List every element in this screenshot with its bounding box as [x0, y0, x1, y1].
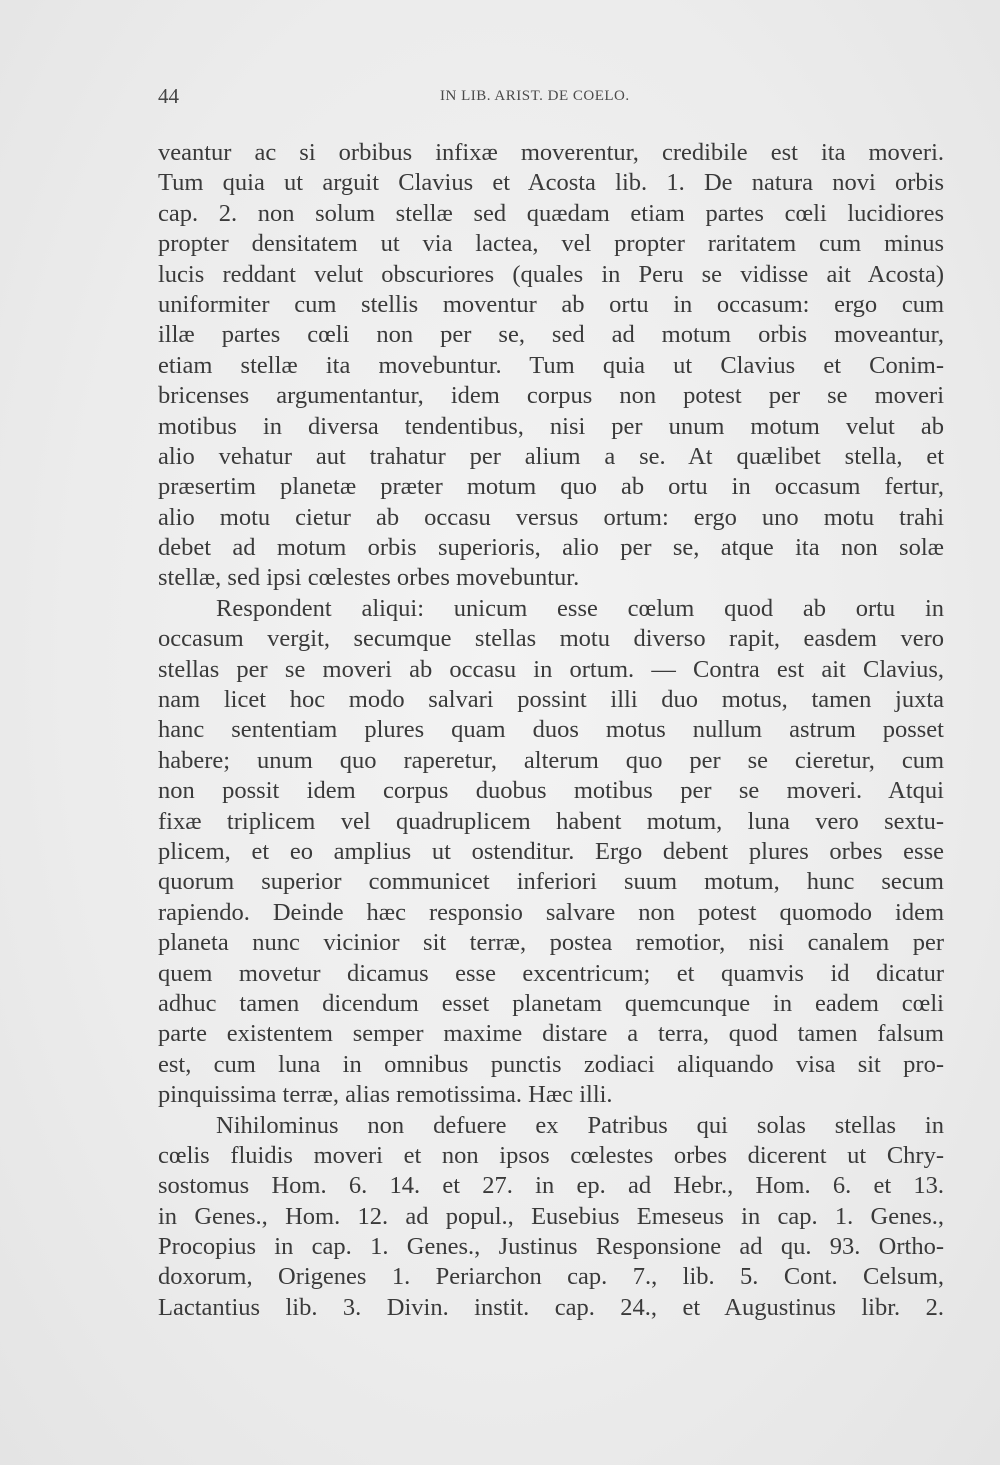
text-line: cap. 2. non solum stellæ sed quædam etiam partes cœli lucidiores [158, 199, 944, 227]
text-line: quem movetur dicamus esse excentricum; et quamvis id dicatur [158, 959, 944, 987]
text-line: præsertim planetæ præter motum quo ab ortu in occasum fertur, [158, 473, 944, 501]
paragraph-start-line: Nihilominus non defuere ex Patribus qui solas stellas in [216, 1111, 944, 1139]
text-line: illæ partes cœli non per se, sed ad motum orbis moveantur, [158, 321, 944, 349]
text-line: hanc sententiam plures quam duos motus nullum astrum posset [158, 716, 944, 744]
text-line: non possit idem corpus duobus motibus per se moveri. Atqui [158, 777, 944, 805]
text-line: propter densitatem ut via lactea, vel propter raritatem cum minus [158, 230, 944, 258]
page-number: 44 [158, 84, 179, 108]
running-title: IN LIB. ARIST. DE COELO. [440, 88, 630, 104]
text-line: uniformiter cum stellis moventur ab ortu in occasum: ergo cum [158, 290, 944, 318]
text-line: planeta nunc vicinior sit terræ, postea remotior, nisi canalem per [158, 929, 944, 957]
text-line: plicem, et eo amplius ut ostenditur. Ergo debent plures orbes esse [158, 837, 944, 865]
paragraph-start-line: Respondent aliqui: unicum esse cœlum quod ab ortu in [216, 594, 944, 622]
paragraph-end-line: pinquissima terræ, alias remotissima. Hæc illi. [158, 1081, 613, 1109]
text-line: veantur ac si orbibus infixæ moverentur, credibile est ita moveri. [158, 139, 944, 166]
text-line: occasum vergit, secumque stellas motu diverso rapit, easdem vero [158, 625, 944, 653]
text-line: habere; unum quo raperetur, alterum quo per se cieretur, cum [158, 746, 944, 774]
text-line: alio vehatur aut trahatur per alium a se. At quælibet stella, et [158, 442, 944, 470]
text-line: in Genes., Hom. 12. ad popul., Eusebius Emeseus in cap. 1. Genes., [158, 1202, 944, 1230]
text-line: adhuc tamen dicendum esset planetam quemcunque in eadem cœli [158, 989, 944, 1017]
text-line: nam licet hoc modo salvari possint illi duo motus, tamen juxta [158, 686, 944, 714]
paragraph-end-line: stellæ, sed ipsi cœlestes orbes movebuntur. [158, 564, 580, 592]
text-line: alio motu cietur ab occasu versus ortum: ergo uno motu trahi [158, 503, 944, 531]
text-line: bricenses argumentantur, idem corpus non potest per se moveri [158, 382, 944, 410]
text-line: motibus in diversa tendentibus, nisi per unum motum velut ab [158, 412, 944, 440]
text-line: sostomus Hom. 6. 14. et 27. in ep. ad Hebr., Hom. 6. et 13. [158, 1172, 944, 1200]
text-line: fixæ triplicem vel quadruplicem habent motum, luna vero sextu- [158, 807, 944, 835]
text-line: cœlis fluidis moveri et non ipsos cœlestes orbes dicerent ut Chry- [158, 1141, 944, 1169]
text-line: quorum superior communicet inferiori suum motum, hunc secum [158, 868, 944, 896]
text-line: etiam stellæ ita movebuntur. Tum quia ut Clavius et Conim- [158, 351, 944, 379]
page-header [158, 84, 944, 114]
text-line: stellas per se moveri ab occasu in ortum. — Contra est ait Clavius, [158, 655, 944, 683]
text-line: debet ad motum orbis superioris, alio per se, atque ita non solæ [158, 534, 944, 562]
text-line: Procopius in cap. 1. Genes., Justinus Responsione ad qu. 93. Ortho- [158, 1233, 944, 1261]
text-line: lucis reddant velut obscuriores (quales in Peru se vidisse ait Acosta) [158, 260, 944, 288]
text-line: parte existentem semper maxime distare a terra, quod tamen falsum [158, 1020, 944, 1048]
text-line: Lactantius lib. 3. Divin. instit. cap. 24., et Augustinus libr. 2. [158, 1293, 944, 1321]
text-line: Tum quia ut arguit Clavius et Acosta lib. 1. De natura novi orbis [158, 169, 944, 197]
body-text [158, 138, 944, 1323]
text-line: rapiendo. Deinde hæc responsio salvare non potest quomodo idem [158, 898, 944, 926]
text-line: doxorum, Origenes 1. Periarchon cap. 7., lib. 5. Cont. Celsum, [158, 1263, 944, 1291]
text-line: est, cum luna in omnibus punctis zodiaci aliquando visa sit pro- [158, 1050, 944, 1078]
